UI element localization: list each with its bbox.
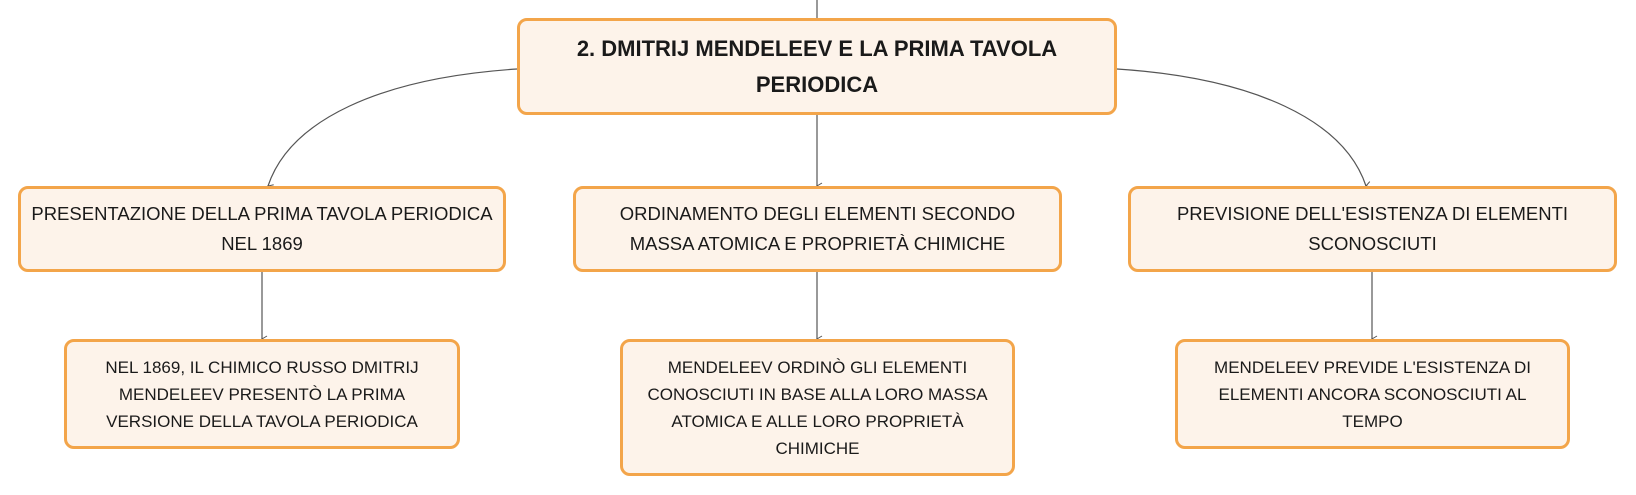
branch-node-previsione[interactable] [1128,186,1617,272]
branch-node-label: PRESENTAZIONE DELLA PRIMA TAVOLA PERIODICA NEL 1869 [31,203,493,254]
connector-root-to-left [268,69,517,186]
detail-node-previsione[interactable] [1175,339,1570,449]
root-node-label: 2. DMITRIJ MENDELEEV E LA PRIMA TAVOLA PERIODICA [576,35,1058,97]
detail-node-text: NEL 1869, IL CHIMICO RUSSO DMITRIJ MENDELEEV PRESENTÒ LA PRIMA VERSIONE DELLA TAVOLA PERIODICA [105,357,419,431]
detail-node-presentazione[interactable] [64,339,460,449]
detail-node-text: MENDELEEV PREVIDE L'ESISTENZA DI ELEMENTI ANCORA SCONOSCIUTI AL TEMPO [1214,357,1531,431]
branch-node-label: PREVISIONE DELL'ESISTENZA DI ELEMENTI SCONOSCIUTI [1176,203,1569,254]
detail-node-text: MENDELEEV ORDINÒ GLI ELEMENTI CONOSCIUTI IN BASE ALLA LORO MASSA ATOMICA E ALLE LORO PROPRIETÀ CHIMICHE [647,357,988,458]
branch-node-label: ORDINAMENTO DEGLI ELEMENTI SECONDO MASSA ATOMICA E PROPRIETÀ CHIMICHE [619,203,1016,254]
branch-node-ordinamento[interactable] [573,186,1062,272]
detail-node-ordinamento[interactable] [620,339,1015,476]
root-node[interactable] [517,18,1117,115]
branch-node-presentazione[interactable] [18,186,506,272]
connector-root-to-right [1117,69,1366,186]
